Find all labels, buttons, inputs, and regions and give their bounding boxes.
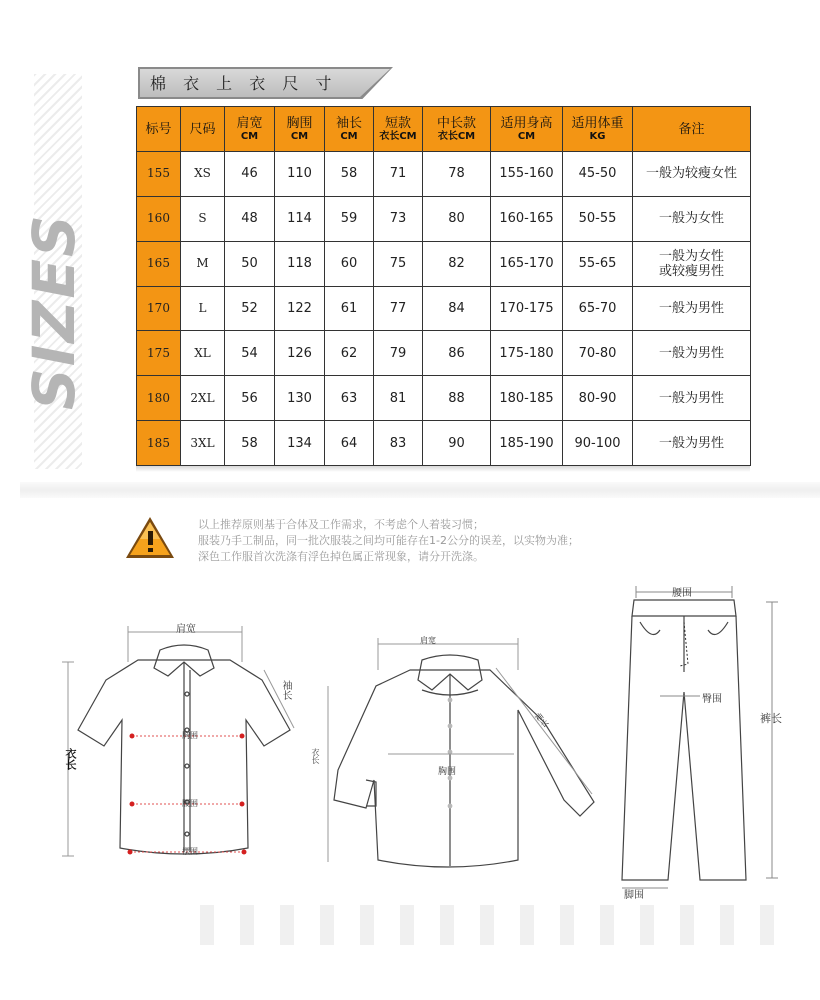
cell-height: 160-165 <box>491 196 563 241</box>
cell-short-len: 83 <box>374 421 423 466</box>
cell-chest: 114 <box>275 196 325 241</box>
cell-shoulder: 46 <box>225 152 275 197</box>
cell-label: 165 <box>137 241 181 286</box>
cell-size: 2XL <box>181 376 225 421</box>
cell-note <box>633 286 751 331</box>
cell-mid-len: 78 <box>423 152 491 197</box>
size-table <box>136 106 751 466</box>
table-row <box>137 286 751 331</box>
cell-mid-len: 90 <box>423 421 491 466</box>
header-cell: 尺码 <box>181 107 225 152</box>
cell-weight: 55-65 <box>563 241 633 286</box>
long-shoulder-label: 肩宽 <box>420 636 436 645</box>
cell-chest: 130 <box>275 376 325 421</box>
cell-shoulder: 58 <box>225 421 275 466</box>
cell-sleeve: 64 <box>325 421 374 466</box>
hem-label: 摆围 <box>182 847 198 856</box>
cell-weight: 90-100 <box>563 421 633 466</box>
cell-weight: 45-50 <box>563 152 633 197</box>
cell-mid-len: 86 <box>423 331 491 376</box>
notice-line: 深色工作服首次洗涤有浮色掉色属正常现象，请分开洗涤。 <box>198 550 484 563</box>
cell-sleeve: 62 <box>325 331 374 376</box>
header-cell: 适用身高 CM <box>491 107 563 152</box>
page-title: 棉 衣 上 衣 尺 寸 <box>150 74 338 93</box>
pants-waist-label: 腰围 <box>672 588 692 599</box>
cell-shoulder: 52 <box>225 286 275 331</box>
cell-chest: 126 <box>275 331 325 376</box>
header-cell: 短款 衣长CM <box>374 107 423 152</box>
note-line: 一般为男性 <box>658 345 724 361</box>
cell-size: M <box>181 241 225 286</box>
cell-mid-len: 82 <box>423 241 491 286</box>
cell-size: XS <box>181 152 225 197</box>
cell-short-len: 75 <box>374 241 423 286</box>
cell-short-len: 77 <box>374 286 423 331</box>
note-line: 一般为男性 <box>658 435 724 451</box>
cell-note <box>633 152 751 197</box>
cell-chest: 110 <box>275 152 325 197</box>
cell-weight: 70-80 <box>563 331 633 376</box>
header-cell: 备注 <box>633 107 751 152</box>
table-header-row <box>137 107 751 152</box>
cell-weight: 50-55 <box>563 196 633 241</box>
header-cell: 胸围 CM <box>275 107 325 152</box>
cell-height: 170-175 <box>491 286 563 331</box>
cell-height: 175-180 <box>491 331 563 376</box>
cell-label: 185 <box>137 421 181 466</box>
table-row <box>137 152 751 197</box>
table-row <box>137 241 751 286</box>
table-row <box>137 196 751 241</box>
cell-short-len: 81 <box>374 376 423 421</box>
cell-mid-len: 80 <box>423 196 491 241</box>
pants-thigh-label: 臀围 <box>702 694 722 705</box>
shoulder-width-label: 肩宽 <box>176 624 196 635</box>
cell-chest: 118 <box>275 241 325 286</box>
pants-diagram <box>600 582 810 902</box>
cell-note <box>633 376 751 421</box>
header-cell: 袖长 CM <box>325 107 374 152</box>
table-row <box>137 421 751 466</box>
cell-label: 170 <box>137 286 181 331</box>
cell-size: XL <box>181 331 225 376</box>
chest-label: 胸围 <box>182 731 198 740</box>
cell-height: 185-190 <box>491 421 563 466</box>
cell-shoulder: 48 <box>225 196 275 241</box>
notice-line: 以上推荐原则基于合体及工作需求，不考虑个人着装习惯； <box>198 518 484 531</box>
cell-weight: 80-90 <box>563 376 633 421</box>
notice-text <box>198 517 579 565</box>
cell-height: 165-170 <box>491 241 563 286</box>
header-cell: 标号 <box>137 107 181 152</box>
cell-label: 180 <box>137 376 181 421</box>
cell-chest: 134 <box>275 421 325 466</box>
garment-length-label: 衣长 <box>64 748 77 770</box>
bottom-watermark-fade <box>200 905 790 945</box>
cell-height: 155-160 <box>491 152 563 197</box>
pants-hem-label: 脚围 <box>624 890 644 901</box>
header-cell: 中长款 衣长CM <box>423 107 491 152</box>
cell-short-len: 71 <box>374 152 423 197</box>
sizes-side-word: SIZES <box>20 213 88 410</box>
cell-shoulder: 56 <box>225 376 275 421</box>
note-line: 一般为女性 <box>658 211 724 227</box>
notice-line: 服装乃手工制品，同一批次服装之间均可能存在1-2公分的误差，以实物为准； <box>198 534 579 547</box>
cell-size: 3XL <box>181 421 225 466</box>
note-line: 一般为较瘦女性 <box>645 166 737 182</box>
long-length-label: 衣长 <box>311 748 320 764</box>
cell-height: 180-185 <box>491 376 563 421</box>
table-shadow <box>136 466 750 472</box>
cell-shoulder: 50 <box>225 241 275 286</box>
cell-size: S <box>181 196 225 241</box>
long-chest-label: 胸围 <box>438 767 457 777</box>
cell-label: 160 <box>137 196 181 241</box>
pants-length-label: 裤长 <box>760 712 782 725</box>
table-row <box>137 376 751 421</box>
cell-mid-len: 84 <box>423 286 491 331</box>
cell-note <box>633 196 751 241</box>
cell-size: L <box>181 286 225 331</box>
table-row <box>137 331 751 376</box>
note-line: 或较瘦男性 <box>658 263 724 279</box>
cell-mid-len: 88 <box>423 376 491 421</box>
cell-note <box>633 331 751 376</box>
note-line: 一般为男性 <box>658 300 724 316</box>
cell-short-len: 73 <box>374 196 423 241</box>
divider-band <box>20 482 820 498</box>
cell-label: 155 <box>137 152 181 197</box>
long-sleeve-shirt-diagram <box>318 630 603 880</box>
cell-sleeve: 63 <box>325 376 374 421</box>
long-sleeve-label: 袖长 <box>532 710 551 730</box>
waist-label: 腰围 <box>182 799 198 808</box>
cell-shoulder: 54 <box>225 331 275 376</box>
cell-weight: 65-70 <box>563 286 633 331</box>
cell-sleeve: 61 <box>325 286 374 331</box>
cell-note <box>633 241 751 286</box>
cell-short-len: 79 <box>374 331 423 376</box>
short-sleeve-shirt-diagram <box>60 610 310 880</box>
cell-sleeve: 60 <box>325 241 374 286</box>
cell-label: 175 <box>137 331 181 376</box>
note-line: 一般为女性 <box>658 248 724 264</box>
header-cell: 适用体重 KG <box>563 107 633 152</box>
sleeve-length-label: 袖长 <box>280 680 291 700</box>
header-cell: 肩宽 CM <box>225 107 275 152</box>
note-line: 一般为男性 <box>658 390 724 406</box>
cell-chest: 122 <box>275 286 325 331</box>
cell-sleeve: 58 <box>325 152 374 197</box>
cell-note <box>633 421 751 466</box>
cell-sleeve: 59 <box>325 196 374 241</box>
warning-triangle-icon <box>124 515 176 561</box>
